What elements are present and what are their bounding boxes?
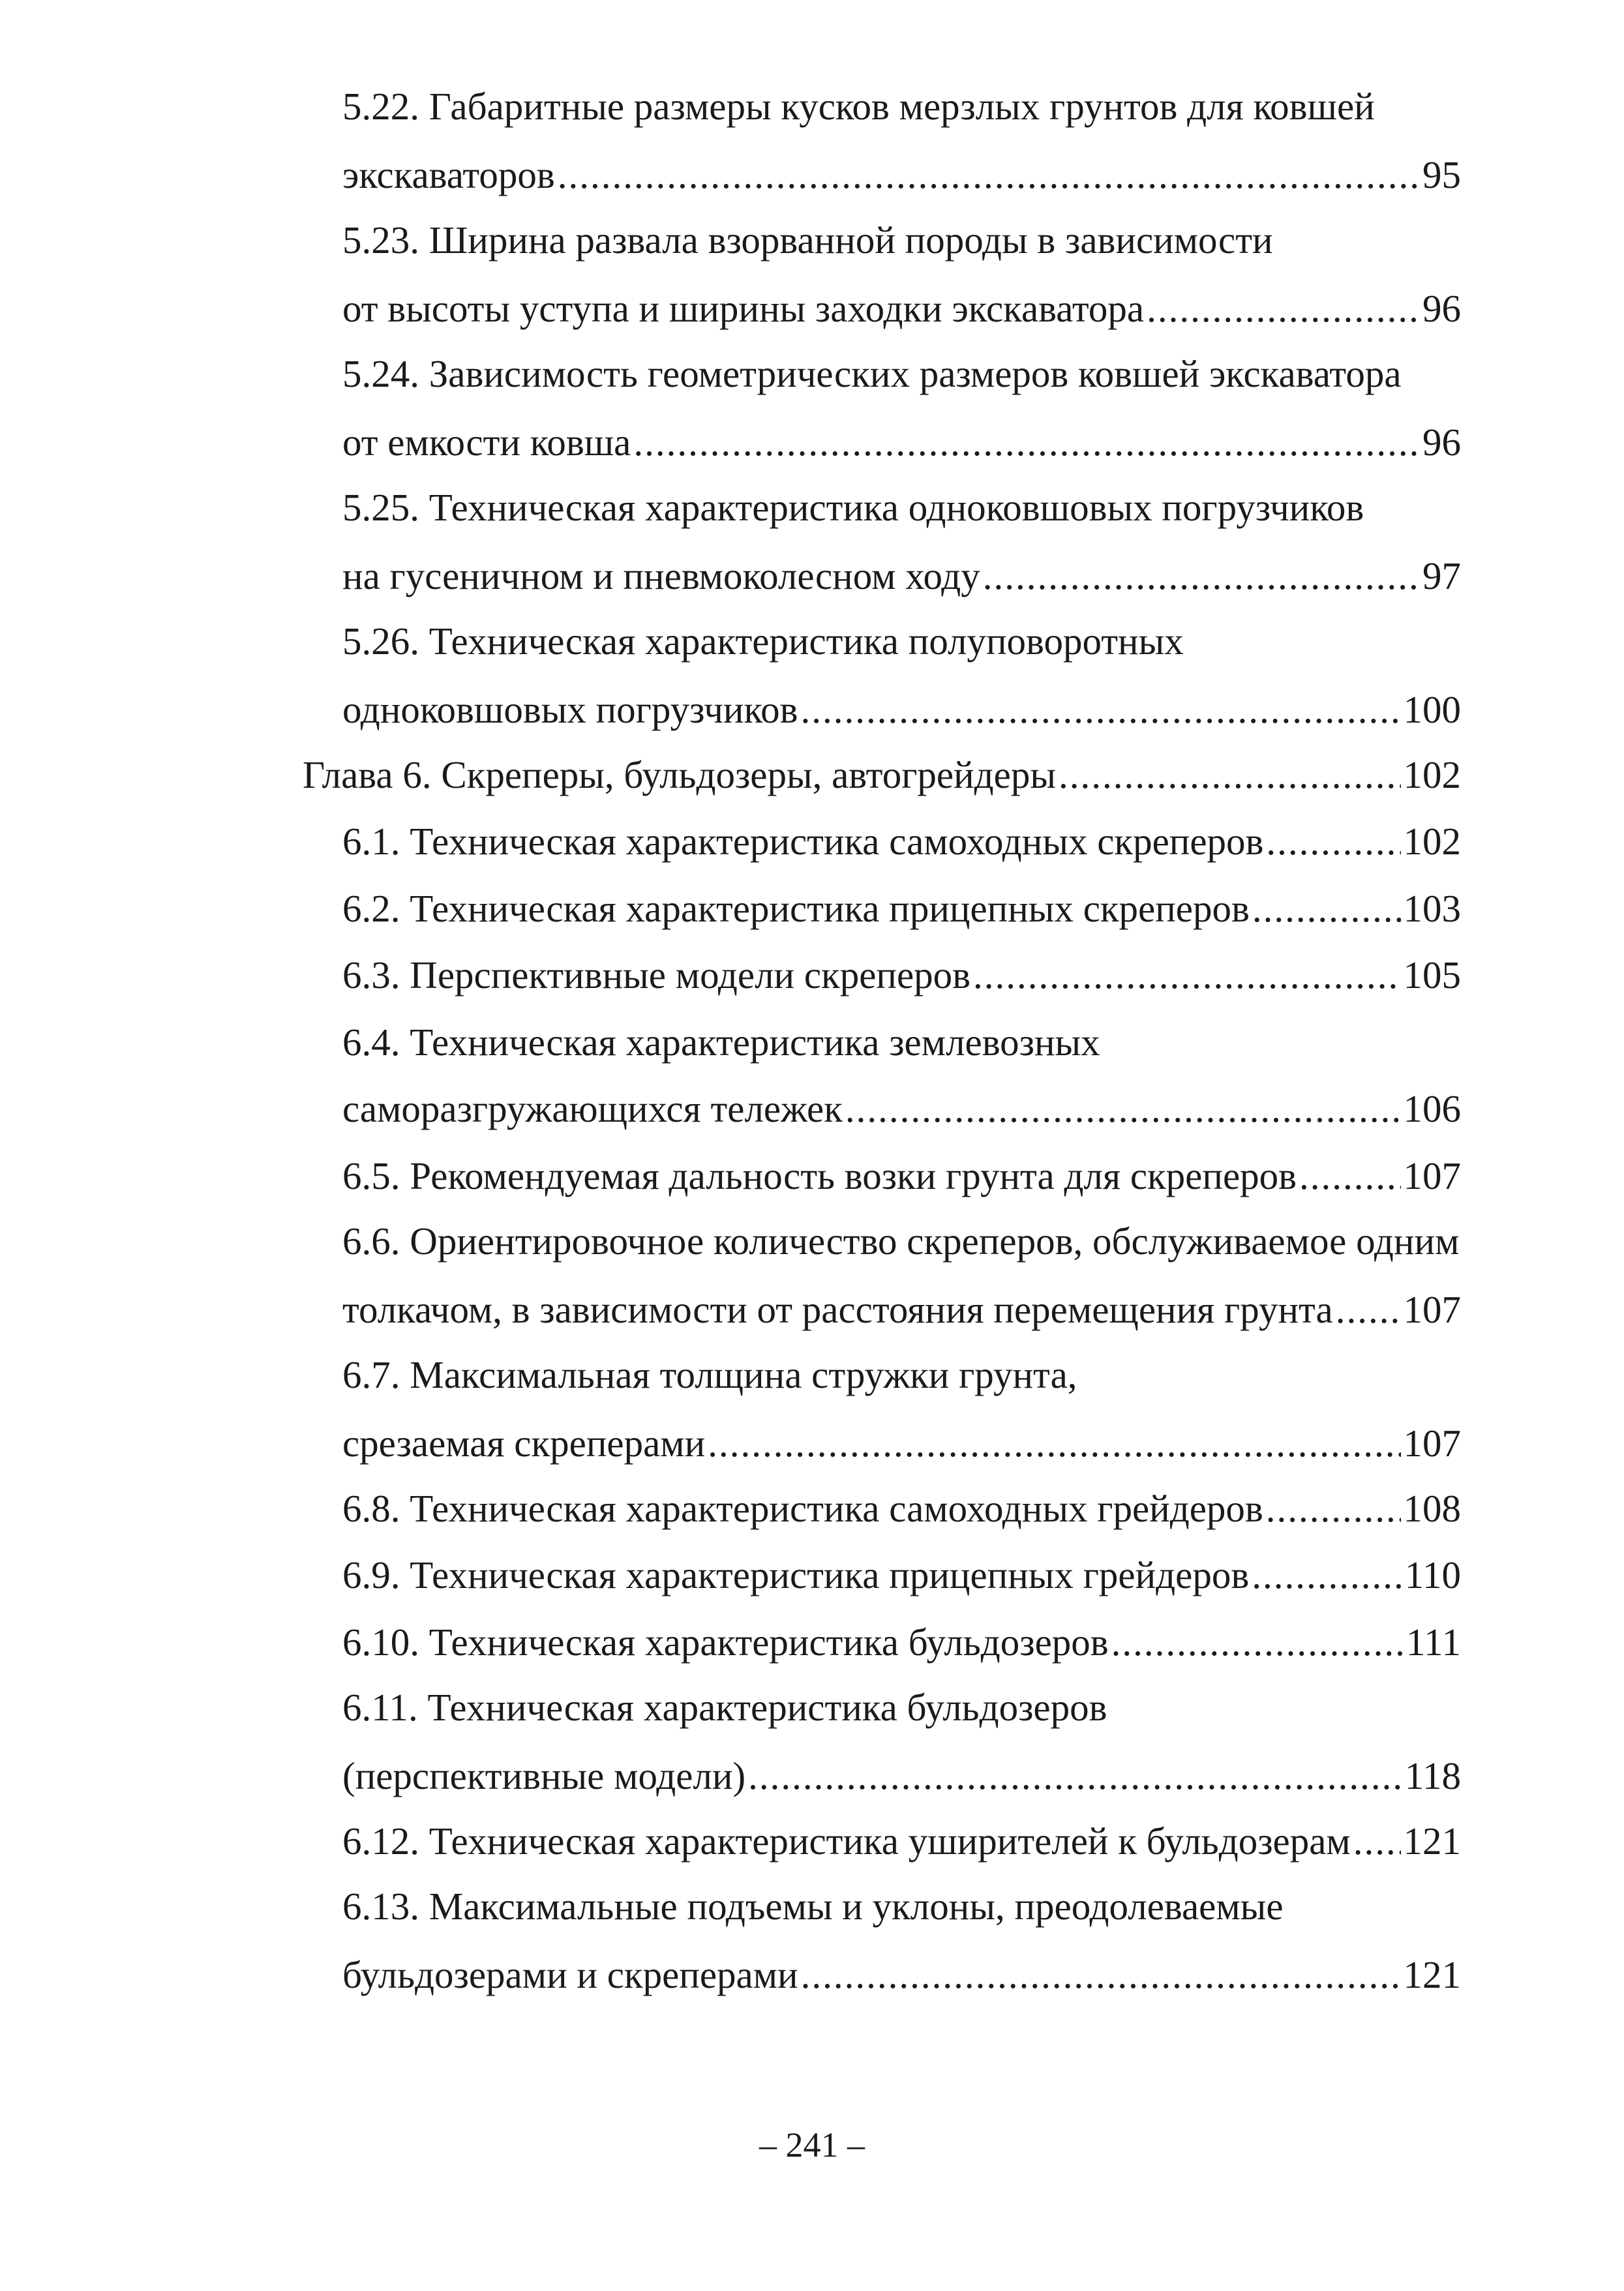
toc-entry-title: 6.2. Техническая характеристика прицепных скреперов (342, 887, 1250, 930)
dot-leader (1111, 1619, 1404, 1665)
toc-entry-title: экскаваторов (342, 153, 555, 196)
toc-entry (342, 1952, 1461, 1998)
dot-leader (1266, 1486, 1401, 1531)
toc-entry (342, 1153, 1461, 1199)
toc-entry-title: на гусеничном и пневмоколесном ходу (342, 554, 980, 597)
toc-entry-title: 6.9. Техническая характеристика прицепных грейдеров (342, 1553, 1250, 1596)
toc-entry-title: саморазгружающихся тележек (342, 1087, 843, 1130)
toc-entry-line (342, 217, 1273, 263)
toc-entry-title: толкачом, в зависимости от расстояния перемещения грунта (342, 1288, 1333, 1331)
dot-leader (558, 152, 1420, 198)
toc-entry (342, 1486, 1461, 1531)
toc-page-number: 102 (1403, 820, 1461, 863)
toc-entry-line (342, 83, 1375, 129)
toc-entry (303, 752, 1461, 798)
toc-entry-title: одноковшовых погрузчиков (342, 688, 798, 731)
toc-entry-line (342, 485, 1364, 530)
toc-entry-line (342, 351, 1402, 397)
toc-entry-title: 5.24. Зависимость геометрических размеров ковшей экскаватора (342, 352, 1402, 395)
toc-entry-title: 5.23. Ширина развала взорванной породы в зависимости (342, 218, 1273, 262)
toc-page-number: 95 (1422, 153, 1461, 196)
dot-leader (1252, 1552, 1402, 1598)
toc-entry-line (342, 1685, 1107, 1730)
toc-page-number: 110 (1404, 1553, 1461, 1596)
toc-page-number: 121 (1403, 1819, 1461, 1863)
toc-entry (342, 1287, 1461, 1332)
toc-entry-title: 6.1. Техническая характеристика самоходных скреперов (342, 820, 1264, 863)
dot-leader (1266, 818, 1400, 864)
dot-leader (748, 1753, 1402, 1799)
toc-entry (342, 818, 1461, 864)
toc-entry (342, 1753, 1461, 1799)
page-number: – 241 – (759, 2125, 865, 2164)
dot-leader (983, 553, 1420, 599)
toc-entry-line (342, 1352, 1077, 1398)
toc-entry (342, 1420, 1461, 1466)
toc-entry-title: бульдозерами и скреперами (342, 1953, 798, 1996)
toc-entry (342, 952, 1461, 998)
toc-page-number: 103 (1403, 887, 1461, 930)
toc-entry-title: 6.6. Ориентировочное количество скреперов, обслуживаемое одним (342, 1220, 1460, 1263)
toc-page-number: 96 (1422, 287, 1461, 330)
toc-entry-title: 6.13. Максимальные подъемы и уклоны, преодолеваемые (342, 1885, 1284, 1928)
toc-entry-title: (перспективные модели) (342, 1754, 746, 1797)
toc-entry-title: 5.22. Габаритные размеры кусков мерзлых грунтов для ковшей (342, 85, 1375, 128)
toc-entry-title: 5.26. Техническая характеристика полуповоротных (342, 620, 1184, 663)
toc-entry (342, 1818, 1461, 1864)
toc-entry-title: 6.3. Перспективные модели скреперов (342, 953, 971, 996)
toc-page-number: 107 (1403, 1422, 1461, 1465)
dot-leader (845, 1086, 1401, 1131)
toc-page-number: 106 (1403, 1087, 1461, 1130)
toc-entry-title: 6.5. Рекомендуемая дальность возки грунта для скреперов (342, 1154, 1297, 1197)
toc-entry (342, 286, 1461, 331)
dot-leader (1353, 1818, 1401, 1864)
toc-page-number: 107 (1403, 1288, 1461, 1331)
dot-leader (1336, 1287, 1401, 1332)
toc-page-number: 102 (1403, 753, 1461, 796)
dot-leader (708, 1420, 1400, 1466)
toc-entry-title: Глава 6. Скреперы, бульдозеры, автогрейдеры (303, 753, 1056, 796)
toc-entry-title: 6.11. Техническая характеристика бульдозеров (342, 1686, 1107, 1729)
toc-entry-title: 6.4. Техническая характеристика землевозных (342, 1021, 1100, 1064)
toc-entry-title: 6.7. Максимальная толщина стружки грунта, (342, 1353, 1077, 1396)
dot-leader (1147, 286, 1420, 331)
toc-page-number: 118 (1404, 1754, 1461, 1797)
toc-entry (342, 1552, 1461, 1598)
dot-leader (801, 1952, 1401, 1998)
toc-page-number: 100 (1403, 688, 1461, 731)
dot-leader (1252, 886, 1401, 931)
toc-entry (342, 553, 1461, 599)
toc-page-number: 107 (1403, 1154, 1461, 1197)
toc-entry (342, 886, 1461, 931)
toc-page-number: 96 (1422, 421, 1461, 464)
toc-entry-line (342, 1218, 1459, 1264)
toc-page-number: 111 (1406, 1621, 1461, 1664)
toc-page-number: 105 (1403, 953, 1461, 996)
dot-leader (633, 419, 1420, 465)
toc-entry (342, 1086, 1461, 1131)
toc-page-number: 108 (1403, 1487, 1461, 1530)
toc-entry-line (342, 1019, 1100, 1065)
toc-entry-title: от высоты уступа и ширины заходки экскаватора (342, 287, 1145, 330)
toc-entry (342, 152, 1461, 198)
toc-page-number: 97 (1422, 554, 1461, 597)
dot-leader (801, 687, 1401, 732)
toc-entry-title: 5.25. Техническая характеристика одноковшовых погрузчиков (342, 486, 1364, 529)
toc-entry-title: срезаемая скреперами (342, 1422, 706, 1465)
toc-entry-title: 6.8. Техническая характеристика самоходных грейдеров (342, 1487, 1263, 1530)
toc-entry-line (342, 1883, 1284, 1929)
toc-entry-title: от емкости ковша (342, 421, 631, 464)
dot-leader (973, 952, 1400, 998)
toc-entry (342, 1619, 1461, 1665)
dot-leader (1299, 1153, 1401, 1199)
toc-page-number: 121 (1403, 1953, 1461, 1996)
toc-entry (342, 687, 1461, 732)
toc-entry-title: 6.12. Техническая характеристика уширителей к бульдозерам (342, 1819, 1351, 1863)
dot-leader (1059, 752, 1401, 798)
toc-entry-line (342, 618, 1184, 664)
toc-entry (342, 419, 1461, 465)
toc-entry-title: 6.10. Техническая характеристика бульдозеров (342, 1621, 1109, 1664)
